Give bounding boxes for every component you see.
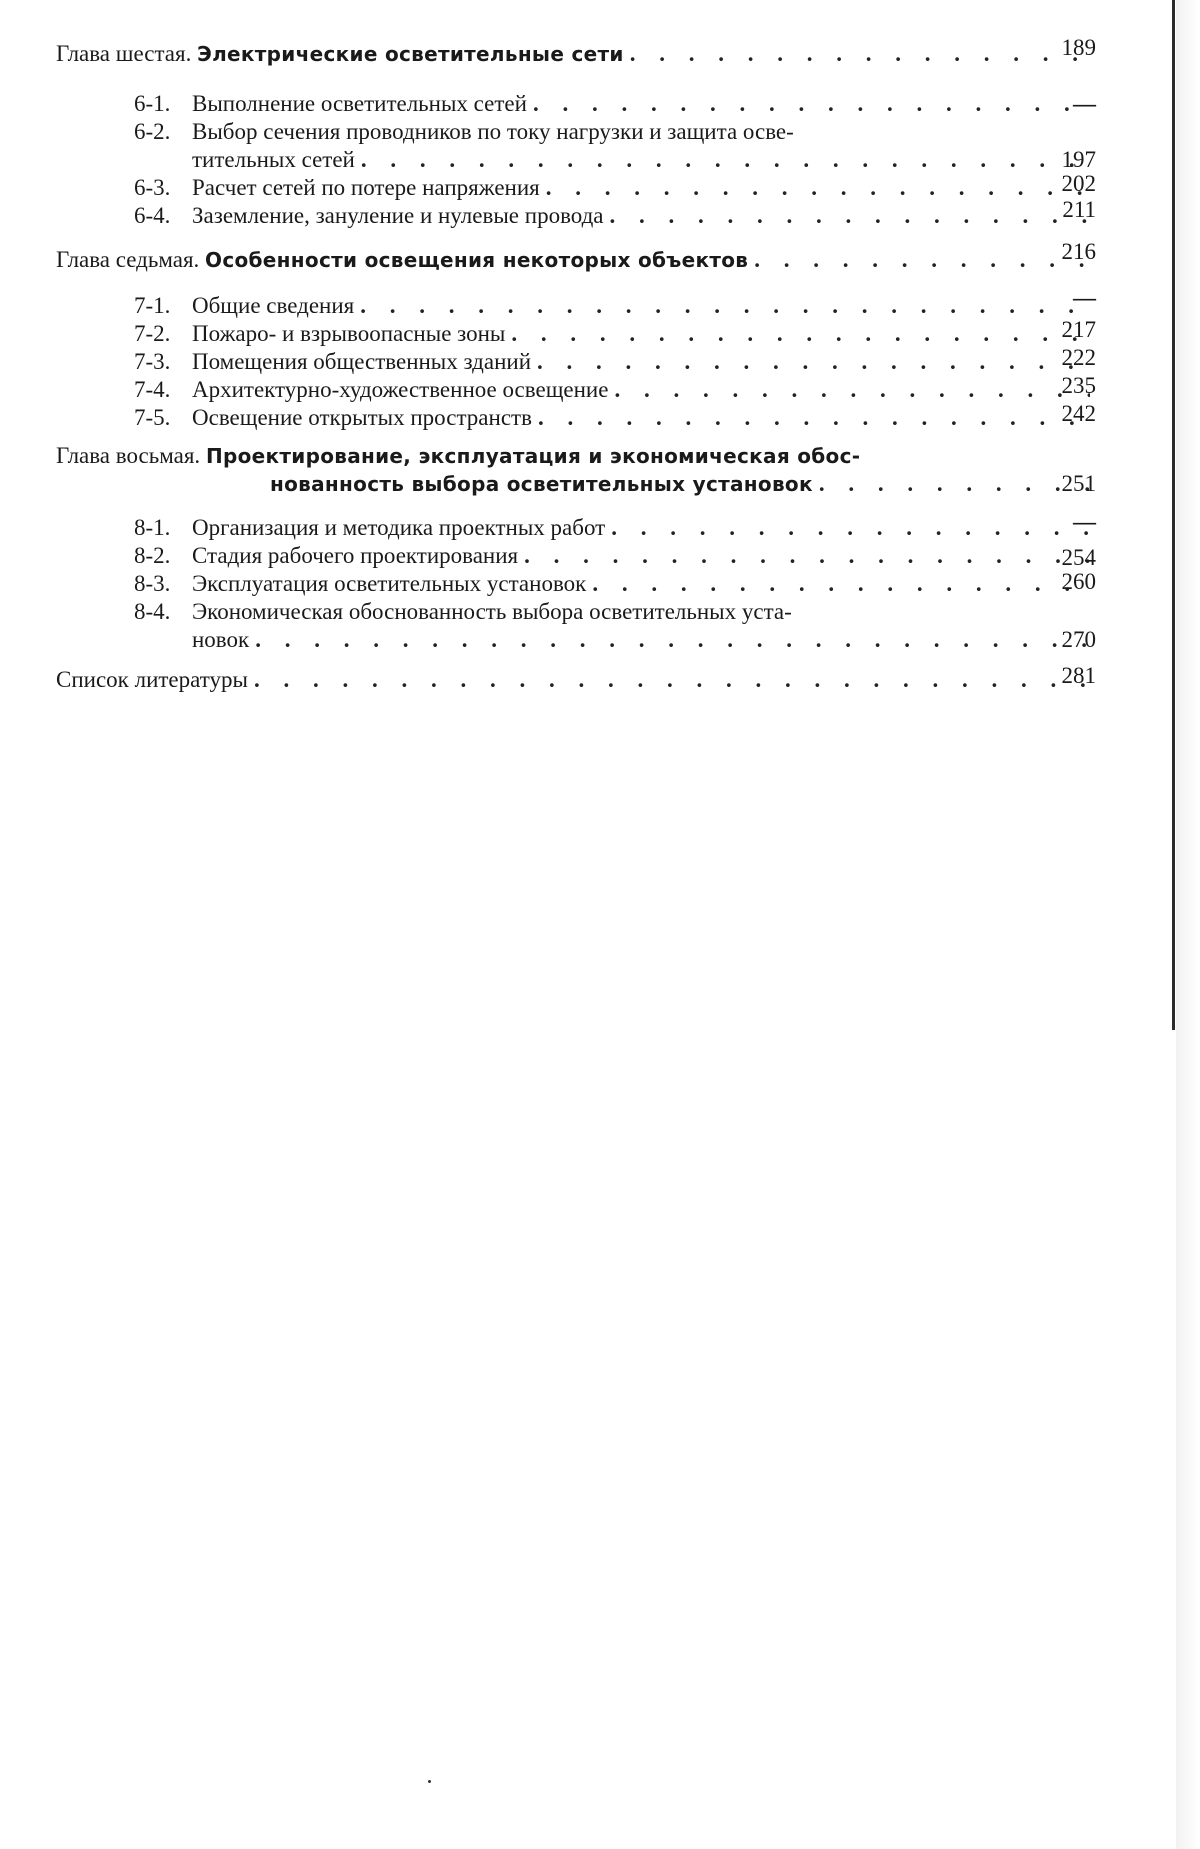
- section-title: Освещение открытых пространств: [192, 405, 532, 430]
- scan-edge-line: [1172, 0, 1175, 1030]
- section-title: Выбор сечения проводников по току нагрузки и защита осве-: [192, 119, 794, 144]
- page-number: 202: [1061, 171, 1096, 196]
- section-title: Заземление, зануление и нулевые провода: [192, 203, 604, 228]
- page-number: 251: [1061, 471, 1096, 496]
- section-title: Общие сведения: [192, 293, 355, 318]
- section-number: 7-1.: [134, 293, 171, 318]
- section-number: 7-4.: [134, 377, 171, 402]
- section-title: Помещения общественных зданий: [192, 349, 532, 374]
- chapter-title: Особенности освещения некоторых объектов: [205, 248, 749, 272]
- page-number: 254: [1061, 545, 1096, 570]
- dot-leader: [511, 320, 1090, 348]
- toc-section-6-1: [56, 90, 1096, 118]
- entry-title: Список литературы: [56, 667, 248, 692]
- section-title: Экономическая обоснованность выбора осветительных уста-: [192, 599, 792, 624]
- page-number: 216: [1061, 239, 1096, 264]
- section-title: Стадия рабочего проектирования: [192, 543, 519, 568]
- section-number: 7-2.: [134, 321, 171, 346]
- dot-leader: [255, 626, 1090, 654]
- toc-section-7-2: [56, 317, 1096, 348]
- chapter-title: Проектирование, эксплуатация и экономическая обос-: [205, 444, 861, 468]
- section-title: Архитектурно-художественное освещение: [192, 377, 609, 402]
- toc-section-7-4: [56, 373, 1096, 404]
- section-title-continued: тительных сетей: [192, 147, 355, 172]
- section-title: Эксплуатация осветительных установок: [192, 571, 587, 596]
- section-number: 7-3.: [134, 349, 171, 374]
- dot-leader: [254, 666, 1090, 694]
- section-number: 6-3.: [134, 175, 171, 200]
- section-number: 6-2.: [134, 119, 171, 144]
- page-number: 217: [1061, 317, 1096, 342]
- toc-section-6-4: [56, 197, 1096, 230]
- page-number: 222: [1061, 345, 1096, 370]
- page-number: 197: [1061, 147, 1096, 172]
- toc-section-8-4: [56, 598, 1096, 654]
- section-number: 8-3.: [134, 571, 171, 596]
- toc-section-8-3: [56, 570, 1096, 598]
- dot-leader: [361, 146, 1090, 174]
- section-title: Расчет сетей по потере напряжения: [192, 175, 540, 200]
- page-number: 189: [1061, 35, 1096, 60]
- chapter-lead: Глава седьмая.: [56, 247, 200, 272]
- scan-speck: [428, 1780, 431, 1783]
- dot-leader: [360, 292, 1090, 320]
- dot-leader: [533, 90, 1090, 118]
- section-title-continued: новок: [192, 627, 250, 652]
- dot-leader: [524, 542, 1090, 570]
- page-number: 211: [1062, 197, 1096, 222]
- toc-section-8-1: [56, 509, 1096, 542]
- toc-section-8-2: [56, 542, 1096, 570]
- section-title: Пожаро- и взрывоопасные зоны: [192, 321, 506, 346]
- dot-leader: [538, 404, 1090, 432]
- section-number: 8-2.: [134, 543, 171, 568]
- chapter-title: Электрические осветительные сети: [197, 42, 624, 66]
- page-number: —: [1073, 91, 1096, 116]
- section-title: Организация и методика проектных работ: [192, 515, 606, 540]
- toc-section-7-3: [56, 345, 1096, 376]
- toc-section-7-5: [56, 401, 1096, 432]
- chapter-title-continued: нованность выбора осветительных установок: [270, 472, 813, 496]
- section-number: 7-5.: [134, 405, 171, 430]
- toc-section-6-2: [56, 118, 1096, 174]
- section-number: 6-4.: [134, 203, 171, 228]
- toc-chapter-7: [56, 239, 1096, 274]
- section-number: 6-1.: [134, 91, 171, 116]
- toc-section-7-1: [56, 285, 1096, 320]
- page-number: 235: [1061, 373, 1096, 398]
- section-title: Выполнение осветительных сетей: [192, 91, 527, 116]
- dot-leader: [537, 348, 1090, 376]
- page-number: 270: [1061, 627, 1096, 652]
- section-number: 8-4.: [134, 599, 171, 624]
- dot-leader: [546, 174, 1090, 202]
- page-number: —: [1073, 509, 1096, 534]
- toc-chapter-6: [56, 35, 1096, 68]
- chapter-lead: Глава восьмая.: [56, 443, 201, 468]
- toc-chapter-8: [56, 442, 1096, 498]
- scan-edge-shadow: [1176, 0, 1200, 1849]
- chapter-lead: Глава шестая.: [56, 41, 192, 66]
- section-number: 8-1.: [134, 515, 171, 540]
- toc-bibliography: [56, 663, 1096, 694]
- page-number: 281: [1061, 663, 1096, 688]
- page-number: 260: [1061, 569, 1096, 594]
- page-number: —: [1073, 285, 1096, 310]
- page-number: 242: [1061, 401, 1096, 426]
- toc-section-6-3: [56, 171, 1096, 202]
